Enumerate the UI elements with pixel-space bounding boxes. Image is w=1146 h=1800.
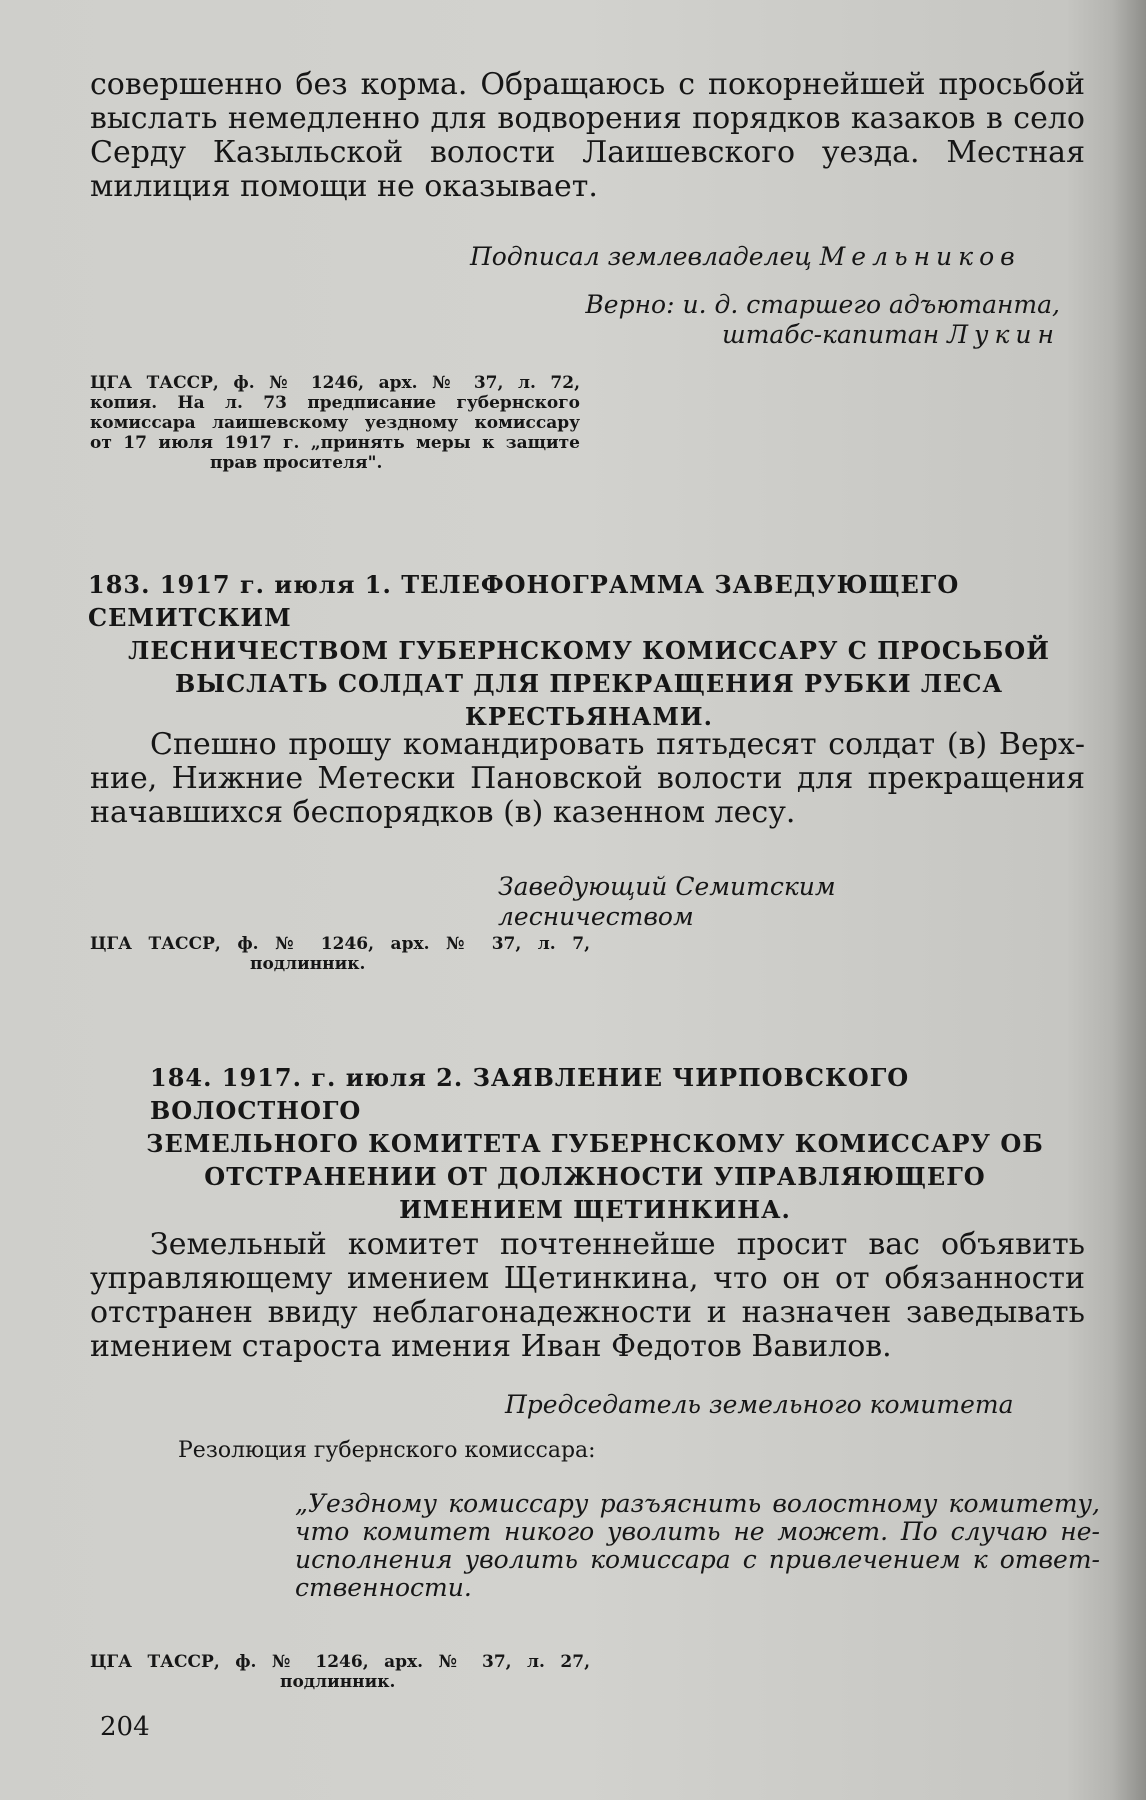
text-line: Серду Казыльской волости Лаишевского уезда. Местная <box>90 135 1085 170</box>
heading-line: ВЫСЛАТЬ СОЛДАТ ДЛЯ ПРЕКРАЩЕНИЯ РУБКИ ЛЕСА <box>174 669 1004 698</box>
heading-line: ИМЕНИЕМ ЩЕТИНКИНА. <box>399 1195 791 1224</box>
signature-name: Мельников <box>819 242 1021 271</box>
signature-prefix: Подписал землевладелец <box>470 242 812 271</box>
heading-line: ОТСТРАНЕНИИ ОТ ДОЛЖНОСТИ УПРАВЛЯЮЩЕГО <box>204 1162 986 1191</box>
resolution-label <box>178 1438 778 1463</box>
source-line: ЦГА ТАССР, ф. № 1246, арх. № 37, л. 27, <box>90 1652 590 1672</box>
text-line: начавшихся беспорядков (в) казенном лесу. <box>90 795 796 830</box>
page-number-text: 204 <box>100 1712 150 1742</box>
text-line: отстранен ввиду неблагонадежности и назначен заведывать <box>90 1295 1085 1330</box>
source-note-top <box>90 373 580 473</box>
heading-line: 183. 1917 г. июля 1. ТЕЛЕФОНОГРАММА ЗАВЕДУЮЩЕГО СЕМИТСКИМ <box>88 570 960 632</box>
text-line: выслать немедленно для водворения порядков казаков в село <box>90 101 1085 136</box>
source-line: ЦГА ТАССР, ф. № 1246, арх. № 37, л. 72, <box>90 373 580 393</box>
doc-184-body <box>90 1228 1085 1364</box>
doc-184-signature <box>505 1390 1025 1420</box>
resolution-label-text: Резолюция губернского комиссара: <box>178 1438 596 1463</box>
heading-line: ЗЕМЕЛЬНОГО КОМИТЕТА ГУБЕРНСКОМУ КОМИССАРУ ОБ <box>146 1129 1044 1158</box>
text-line: имением староста имения Иван Федотов Вавилов. <box>90 1329 892 1364</box>
text-line: милиция помощи не оказывает. <box>90 169 598 204</box>
source-line: подлинник. <box>250 954 366 974</box>
top-paragraph <box>90 68 1085 204</box>
source-line: комиссара лаишевскому уездному комиссару <box>90 413 580 433</box>
doc-184-source <box>90 1652 590 1692</box>
resolution-line: „Уездному комиссару разъяснить волостному комитету, <box>295 1489 1100 1518</box>
text-line: ние, Нижние Метески Пановской волости для прекращения <box>90 761 1085 796</box>
doc-184-heading <box>120 1061 1070 1226</box>
text-line: Земельный комитет почтеннейше просит вас объявить <box>150 1227 1085 1262</box>
doc-183-signature <box>498 872 1018 932</box>
heading-line: ЛЕСНИЧЕСТВОМ ГУБЕРНСКОМУ КОМИССАРУ С ПРОСЬБОЙ <box>128 636 1050 665</box>
certification-title: штабс-капитан <box>722 320 940 349</box>
resolution-line: что комитет никого уволить не может. По случаю не- <box>295 1517 1100 1546</box>
heading-line: КРЕСТЬЯНАМИ. <box>465 702 713 731</box>
text-line: совершенно без корма. Обращаюсь с покорнейшей просьбой <box>90 67 1085 102</box>
text-line: управляющему имением Щетинкина, что он от обязанности <box>90 1261 1085 1296</box>
doc-183-body <box>90 728 1085 830</box>
doc-183-source <box>90 934 590 974</box>
source-line: прав просителя". <box>210 453 383 473</box>
source-line: копия. На л. 73 предписание губернского <box>90 393 580 413</box>
signature-text: Заведующий Семитским лесничеством <box>498 872 836 931</box>
resolution-line: исполнения уволить комиссара с привлечением к ответ- <box>295 1545 1100 1574</box>
signature-text: Председатель земельного комитета <box>505 1390 1014 1419</box>
doc-183-heading <box>88 568 1090 733</box>
top-signature <box>470 242 1030 272</box>
resolution-text <box>295 1490 1100 1602</box>
text-line: Спешно прошу командировать пятьдесят солдат (в) Верх- <box>150 727 1085 762</box>
certification <box>500 290 1060 350</box>
source-line: ЦГА ТАССР, ф. № 1246, арх. № 37, л. 7, <box>90 934 590 954</box>
resolution-line: ственности. <box>295 1573 472 1602</box>
page-number <box>100 1712 220 1742</box>
heading-line: 184. 1917. г. июля 2. ЗАЯВЛЕНИЕ ЧИРПОВСКОГО ВОЛОСТНОГО <box>150 1063 910 1125</box>
source-line: подлинник. <box>280 1672 396 1692</box>
certification-line: Верно: и. д. старшего адъютанта, <box>585 290 1060 319</box>
certification-name: Лукин <box>947 320 1060 349</box>
source-line: от 17 июля 1917 г. „принять меры к защите <box>90 433 580 453</box>
